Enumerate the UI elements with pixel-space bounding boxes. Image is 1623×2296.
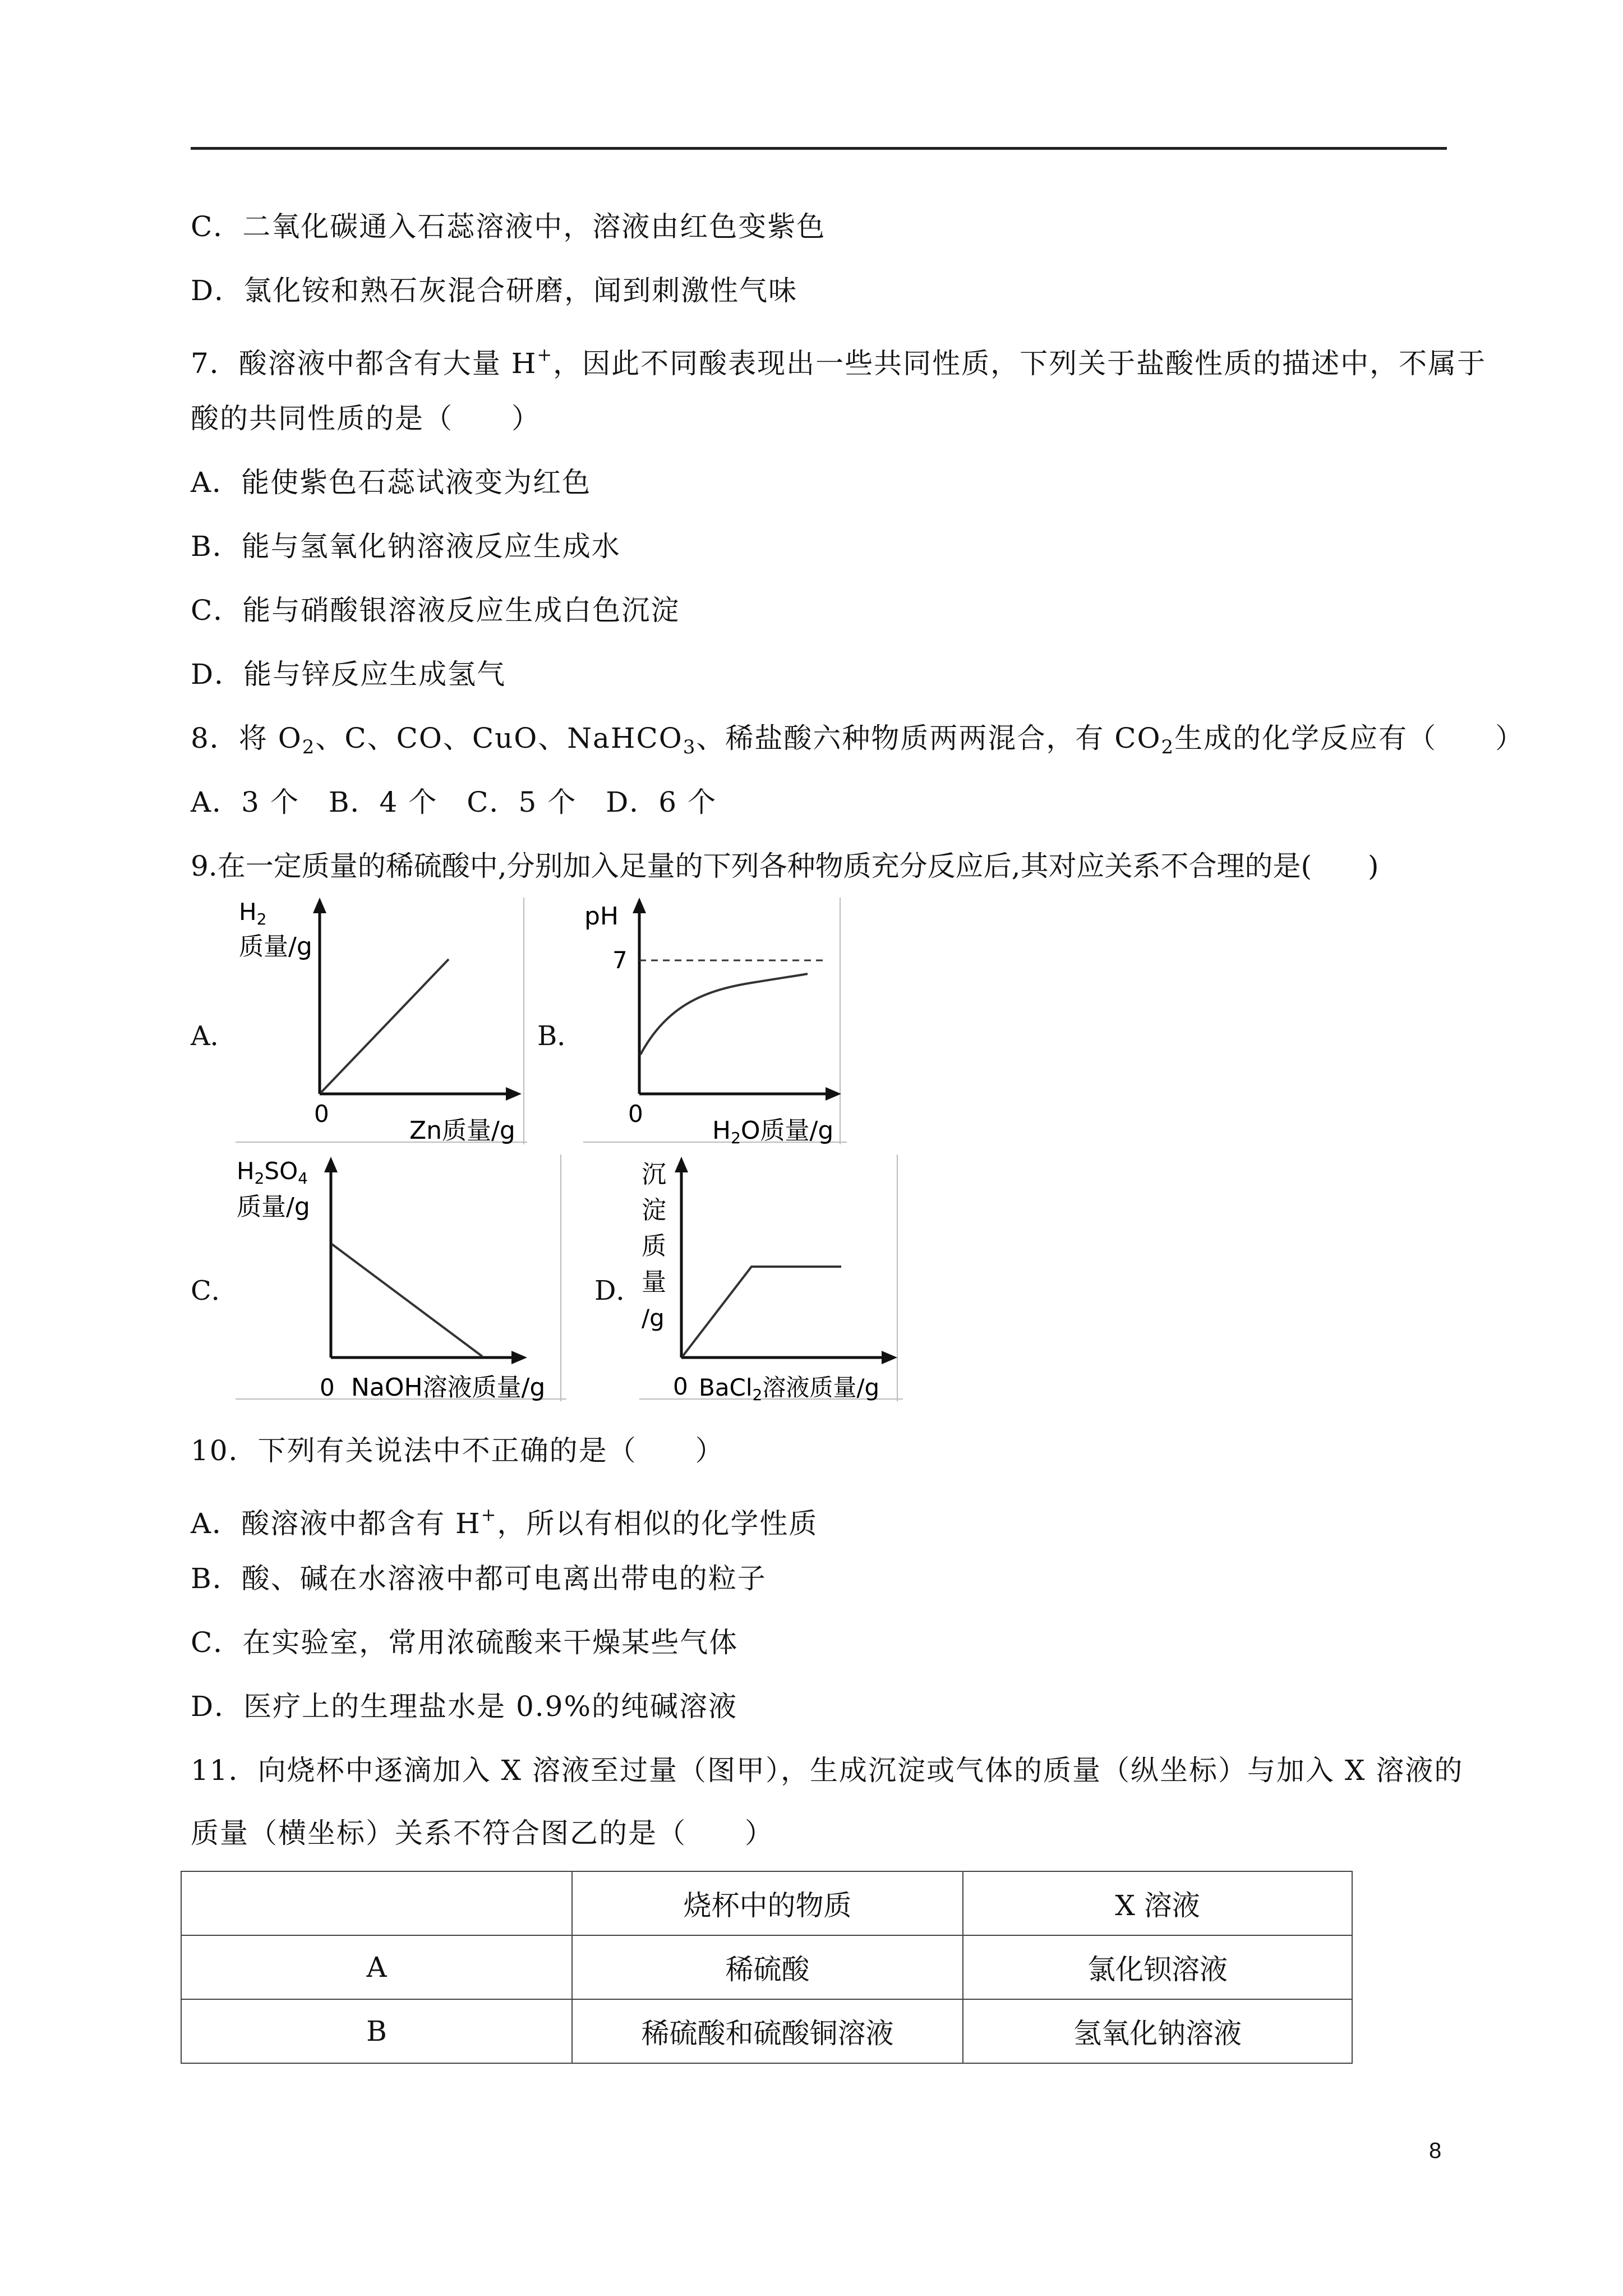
q9-stem: 9.在一定质量的稀硫酸中,分别加入足量的下列各种物质充分反应后,其对应关系不合理的是( )	[191, 850, 1379, 882]
graph-c-ylabel-1: H2SO4	[237, 1157, 308, 1188]
graph-d-xlabel: BaCl2溶液质量/g	[699, 1374, 880, 1401]
q11-stem-line1: 11．向烧杯中逐滴加入 X 溶液至过量（图甲），生成沉淀或气体的质量（纵坐标）与加入 X 溶液的	[191, 1754, 1464, 1787]
table-cell: 稀硫酸	[572, 1935, 963, 1999]
graph-c-ylabel-2: 质量/g	[237, 1193, 310, 1221]
q11-table	[181, 1871, 1353, 2064]
graph-d-origin: 0	[673, 1373, 688, 1400]
graph-c-xlabel: NaOH溶液质量/g	[351, 1373, 546, 1401]
q7-option-d: D．能与锌反应生成氢气	[191, 658, 506, 691]
q8-options: A．3 个 B．4 个 C．5 个 D．6 个	[191, 786, 717, 818]
q10-option-d: D．医疗上的生理盐水是 0.9%的纯碱溶液	[191, 1690, 738, 1723]
graph-b-origin: 0	[628, 1100, 643, 1128]
graph-d-ylabel-2: 淀	[642, 1196, 666, 1225]
graph-d-x-arrow	[882, 1351, 897, 1364]
graph-c-x-arrow	[511, 1351, 527, 1364]
q6-option-d: D．氯化铵和熟石灰混合研磨，闻到刺激性气味	[191, 274, 798, 307]
graph-a-series-line	[321, 959, 449, 1093]
graph-d	[639, 1154, 903, 1401]
q7-stem-line2: 酸的共同性质的是（ ）	[191, 402, 541, 435]
q9-label-c: C．	[191, 1275, 238, 1306]
graph-b-ylabel: pH	[584, 902, 619, 931]
graph-a-xlabel: Zn质量/g	[409, 1116, 515, 1144]
graph-d-ylabel-4: 量	[642, 1268, 666, 1296]
graph-c	[236, 1154, 566, 1401]
graph-c-origin: 0	[320, 1374, 335, 1401]
header-rule	[191, 147, 1447, 150]
graph-b-xlabel: H2O质量/g	[712, 1116, 834, 1144]
table-header-row	[181, 1871, 1352, 1935]
table-cell: B	[181, 1999, 572, 2063]
graph-d-ylabel-3: 质	[642, 1232, 666, 1260]
table-header-cell: 烧杯中的物质	[572, 1871, 963, 1935]
page-number: 8	[1429, 2138, 1442, 2163]
graph-b-series-curve	[640, 974, 808, 1055]
graph-a-ylabel-1: H2	[239, 898, 267, 928]
q7-option-a: A．能使紫色石蕊试液变为红色	[191, 466, 592, 499]
graph-b-tick-7: 7	[612, 946, 628, 974]
q10-option-c: C．在实验室，常用浓硫酸来干燥某些气体	[191, 1626, 739, 1659]
table-header-cell: X 溶液	[963, 1871, 1352, 1935]
graph-a-y-arrow	[313, 898, 326, 913]
q9-label-d: D．	[594, 1275, 643, 1306]
graph-b	[583, 898, 847, 1144]
q8-stem: 8．将 $O_2$、C、CO、CuO、NaHCO$_3$、稀盐酸六种物质两两混合，有 $CO_2$生成的化学反应有（ ）	[191, 722, 1525, 758]
graph-d-ylabel-1: 沉	[642, 1160, 666, 1189]
q7-option-b: B．能与氢氧化钠溶液反应生成水	[191, 530, 621, 563]
q9-label-a: A．	[191, 1020, 237, 1052]
graph-a-x-arrow	[506, 1087, 522, 1101]
graph-b-y-arrow	[633, 898, 646, 913]
table-cell: 氯化钡溶液	[963, 1935, 1352, 1999]
graph-a-origin: 0	[314, 1100, 329, 1128]
graph-d-y-arrow	[675, 1157, 688, 1172]
table-row	[181, 1999, 1352, 2063]
graph-a	[236, 898, 527, 1144]
q6-option-c: C．二氧化碳通入石蕊溶液中，溶液由红色变紫色	[191, 210, 826, 243]
table-cell: 氢氧化钠溶液	[963, 1999, 1352, 2063]
q7-stem-line1: 7．酸溶液中都含有大量 H+，因此不同酸表现出一些共同性质，下列关于盐酸性质的描述中，不属于	[191, 344, 1487, 380]
q10-option-a: A．酸溶液中都含有 H+，所以有相似的化学性质	[191, 1504, 818, 1540]
graph-c-series-line	[332, 1244, 482, 1356]
graph-a-ylabel-2: 质量/g	[239, 932, 312, 961]
q9-label-b: B．	[537, 1020, 584, 1052]
q10-stem: 10．下列有关说法中不正确的是（ ）	[191, 1434, 725, 1467]
q7-option-c: C．能与硝酸银溶液反应生成白色沉淀	[191, 594, 680, 627]
graph-d-series-line	[683, 1267, 841, 1356]
graph-d-ylabel-5: /g	[642, 1304, 665, 1332]
graph-b-x-arrow	[826, 1087, 841, 1101]
table-header-cell	[181, 1871, 572, 1935]
q11-stem-line2: 质量（横坐标）关系不符合图乙的是（ ）	[191, 1817, 774, 1849]
table-cell: 稀硫酸和硫酸铜溶液	[572, 1999, 963, 2063]
table-cell: A	[181, 1935, 572, 1999]
graph-c-y-arrow	[324, 1157, 338, 1172]
q10-option-b: B．酸、碱在水溶液中都可电离出带电的粒子	[191, 1562, 767, 1595]
table-row	[181, 1935, 1352, 1999]
